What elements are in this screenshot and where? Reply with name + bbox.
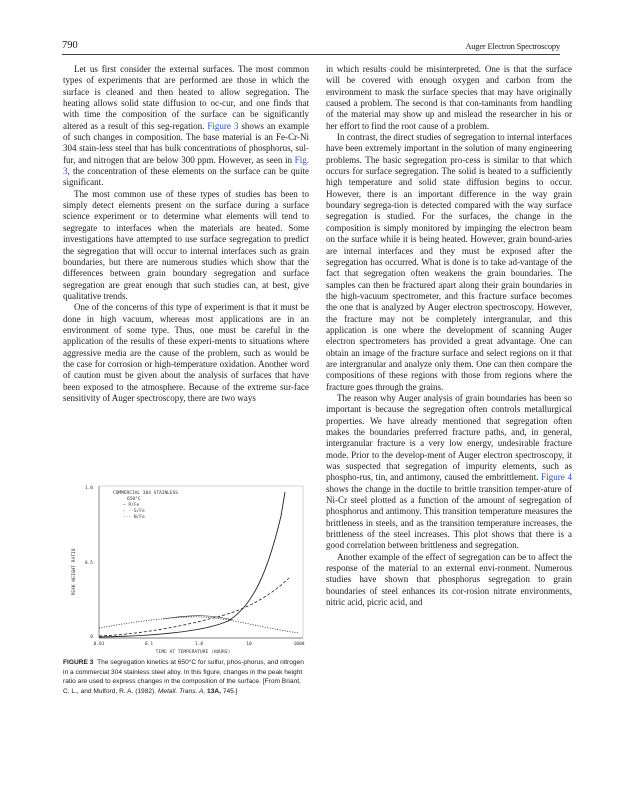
x-tick-label: 10: [246, 642, 252, 647]
left-p1-text-a: Let us first consider the external surfaces. The most common types of experiments that are performed are those in which the surface is cleaned and then heated to allow segregation. The heating allows solid state diffusion to oc-cur, and one finds that with time the composition of the surface can be significantly altered as a result of this seg-regation.: [63, 64, 309, 131]
x-axis-label: TIME AT TEMPERATURE (HOURS): [155, 650, 231, 654]
left-paragraph-3: One of the concerns of this type of experiment is that it must be done in high vacuum, whereas most applications are in an environment of some type. Thus, one must be careful in the application of the results of these experi-ments to situations where aggressive media are the cause of the problem, such as would be the case for corrosion or high-temperature oxidation. Another word of caution must be given about the analysis of surfaces that have been exposed to the atmosphere. Because of the extreme sur-face sensitivity of Auger spectroscopy, there are two ways: [63, 302, 309, 403]
left-column: [63, 64, 309, 404]
right-paragraph-2: In contrast, the direct studies of segregation to internal interfaces have been extremely important in the solution of many engineering problems. The basic segregation pro-cess is similar to that which occurs for surface segregation. The solid is heated to a sufficiently high temperature and solid state diffusion begins to occur. However, there is an important difference in the way grain boundary segrega-tion is detected compared with the way surface segregation is studied. For the surfaces, the change in the composition is simply monitored by impinging the electron beam on the surface while it is being heated. However, grain bound-aries are internal interfaces and they must be exposed after the segregation has occurred. What is done is to take ad-vantage of the fact that segregation often weakens the grain boundaries. The samples can then be fractured apart along their grain boundaries in the high-vacuum spectrometer, and this fracture surface becomes the one that is analyzed by Auger electron spectroscopy. However, the fracture may not be completely intergranular, and this application is one where the development of scanning Auger electron spectrometers has provided a great advantage. One can obtain an image of the fracture surface and select regions on it that are intergranular and analyze only them. One can then compare the compositions of these regions with those from regions where the fracture goes through the grains.: [326, 132, 572, 392]
figure-3-plot: [63, 476, 309, 654]
fig-3-link[interactable]: Fig. 3: [63, 154, 309, 177]
right-paragraph-3: [326, 393, 572, 552]
x-tick-label: 1.0: [194, 642, 204, 647]
right-p3-text-b: shows the change in the ductile to brittle transition temper-ature of Ni-Cr steel plotted as a function of the amount of segregation of phosphorus and antimony. This transition temperature measures the brittleness in steels, and as the transition temperature increases, the brittleness of the steel increases. This plot shows that there is a good correlation between brittleness and segregation.: [326, 483, 572, 551]
header-rule: [62, 54, 560, 55]
segregation-kinetics-chart: [63, 476, 309, 654]
x-tick-label: 1000: [293, 642, 305, 647]
x-tick-label: 0.01: [93, 642, 105, 647]
legend-title: COMMERCIAL 304 STAINLESS: [113, 491, 179, 496]
figure-3-link[interactable]: Figure 3: [207, 120, 239, 131]
x-tick-label: 0.1: [144, 642, 154, 647]
caption-label: FIGURE 3: [63, 659, 94, 666]
legend-item: ··· N/Fe: [123, 515, 145, 520]
y-tick-label: 0.5: [84, 561, 93, 566]
legend-item: — P/Fe: [123, 503, 140, 508]
left-p1-text-b: shows an example of such changes in composition. The base material is an Fe-Cr-Ni 304 stain-less steel that has bulk concentrations of phosphorus, sul-fur, and nitrogen that are below 300 ppm. However, as seen in: [63, 120, 309, 165]
left-paragraph-2: The most common use of these types of studies has been to simply detect elements present on the surface during a surface science experiment or to determine what elements will tend to segregate to interfaces when the materials are heated. Some investigations have attempted to use surface segregation to predict the segregation that will occur to internal interfaces such as grain boundaries, but there are numerous studies which show that the differences between grain boundary segregation and surface segregation are great enough that such studies can, at best, give qualitative trends.: [63, 188, 309, 301]
running-head: Auger Electron Spectroscopy: [465, 41, 560, 51]
left-p1-text-c: , the concentration of these elements on the surface can be quite significant.: [63, 166, 309, 188]
caption-volume: 13A,: [207, 687, 221, 695]
right-column: [326, 64, 572, 609]
y-tick-label: 0: [90, 635, 93, 640]
page-number: 790: [62, 40, 78, 51]
right-paragraph-4: Another example of the effect of segregation can be to affect the response of the material to an external envi-ronment. Numerous studies have shown that phosphorus segregation to grain boundaries of steel enhances its cor-rosion nitrate environments, nitric acid, picric acid, and: [326, 551, 572, 608]
caption-text-a: The segregation kinetics at 650°C for sulfur, phos-phorus, and nitrogen in a commercial 304 stainless steel alloy. In this figure, changes in the peak height ratio are used to express changes in the composition of the surface. [From Briant, C. L., and Mulford, R. A. (1982).: [63, 659, 304, 695]
legend-subtitle: 650°C: [127, 497, 141, 502]
figure-4-link[interactable]: Figure 4: [541, 472, 572, 483]
y-tick-label: 1.0: [84, 486, 93, 491]
right-paragraph-1: in which results could be misinterpreted. One is that the surface will be covered with enough oxygen and carbon from the environment to mask the surface species that may have originally caused a problem. The second is that con-taminants from handling of the material may show up and mislead the researcher in his or her effort to find the root cause of a problem.: [326, 64, 572, 131]
figure-3-caption: [63, 658, 309, 696]
caption-text-b: 745.]: [220, 687, 238, 695]
y-axis-label: PEAK HEIGHT RATIO: [72, 548, 77, 596]
legend-item: - - S/Fe: [123, 509, 145, 514]
caption-journal: Metall. Trans. A,: [157, 687, 206, 695]
left-paragraph-1: [63, 64, 309, 189]
right-p3-text-a: The reason why Auger analysis of grain boundaries has been so important is because the segregation often controls metallurgical properties. We have already mentioned that segregation often makes the boundaries preferred fracture paths, and, in general, intergranular fracture is a very low energy, undesirable fracture mode. Prior to the develop-ment of Auger electron spectroscopy, it was suspected that segregation of impurity elements, such as phospho-rus, tin, and antimony, caused the embrittlement.: [326, 392, 572, 483]
